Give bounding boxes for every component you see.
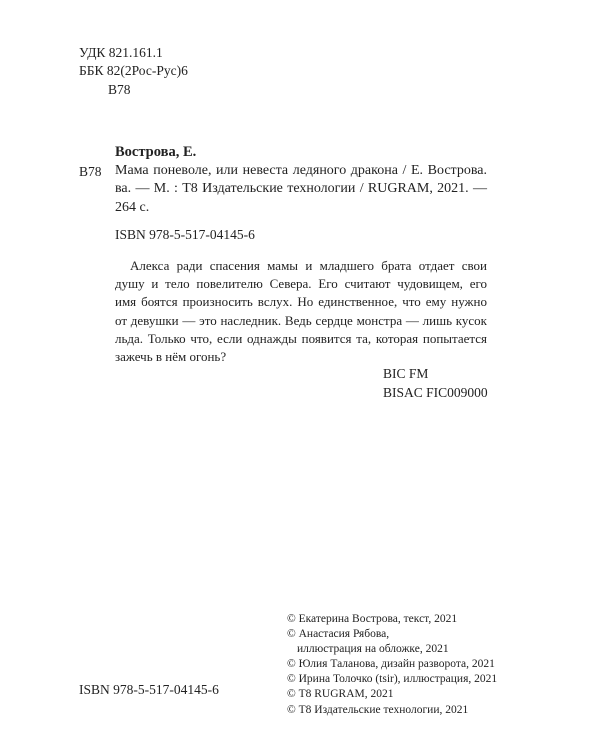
copyright-line: © Т8 RUGRAM, 2021: [287, 688, 394, 701]
copyright-line: иллюстрация на обложке, 2021: [297, 643, 449, 656]
annotation-line: Алекса ради спасения мамы и младшего брата отдает свои: [130, 258, 487, 273]
copyright-line: © Юлия Таланова, дизайн разворота, 2021: [287, 658, 495, 671]
bbk-code: ББК 82(2Рос-Рус)6: [79, 63, 188, 78]
isbn-main: ISBN 978-5-517-04145-6: [115, 227, 255, 242]
annotation-line: зажечь в нём огонь?: [115, 349, 227, 365]
udk-code: УДК 821.161.1: [79, 45, 163, 60]
annotation: [115, 257, 487, 366]
description-line: ва. — М. : Т8 Издательские технологии / RUGRAM, 2021. —: [115, 181, 487, 197]
copyright-line: © Ирина Толочко (tsir), иллюстрация, 2021: [287, 673, 498, 686]
bic-code: BIC FM: [383, 366, 429, 381]
copyright-block: [287, 612, 497, 718]
bisac-code: BISAC FIC009000: [383, 385, 488, 400]
annotation-line: льда. Только что, если однажды появится та, которая попытается: [115, 330, 487, 346]
bibliographic-description: [115, 162, 487, 217]
annotation-line: имя боятся произносить вслух. Но единственное, что ему нужно: [115, 294, 487, 310]
copyright-line: © Анастасия Рябова,: [287, 628, 390, 641]
description-line: Мама поневоле, или невеста ледяного дракона / Е. Вострова.: [115, 163, 487, 178]
author-code-side: В78: [79, 164, 102, 179]
annotation-line: душу и тело повелителю Севера. Его считают чудовищем, его: [115, 276, 487, 292]
author-heading: Вострова, Е.: [115, 144, 197, 160]
copyright-line: © Екатерина Вострова, текст, 2021: [287, 613, 458, 625]
author-code-top: В78: [108, 82, 131, 97]
description-line: 264 с.: [115, 199, 150, 215]
isbn-bottom: ISBN 978-5-517-04145-6: [79, 682, 219, 697]
annotation-line: от девушки — это наследник. Ведь сердце монстра — лишь кусок: [115, 312, 487, 328]
copyright-line: © Т8 Издательские технологии, 2021: [287, 703, 469, 716]
